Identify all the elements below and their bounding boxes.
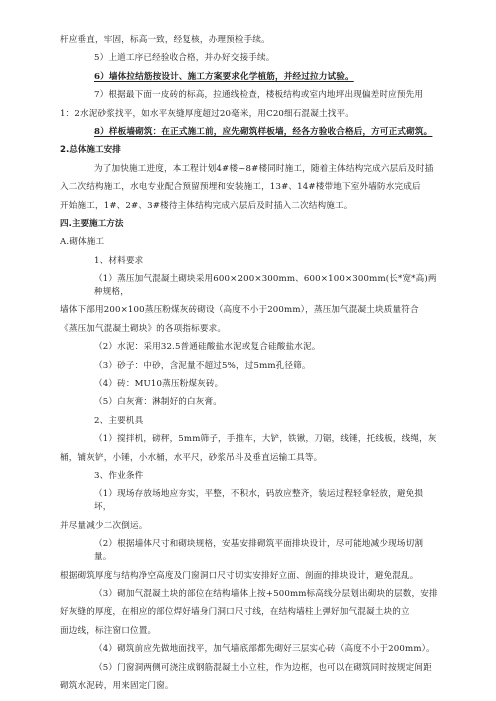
body-text-line: 砌筑水泥砖，用来固定门窗。 [60, 680, 174, 691]
body-text-line: （2）水泥：采用32.5普通硅酸盐水泥或复合硅酸盐水泥。 [94, 342, 321, 353]
body-text-line: 1：2水泥砂浆找平，如水平灰缝厚度超过20毫米，用C20细石混凝土找平。 [60, 108, 355, 119]
body-text-line: （5）白灰膏：淋制好的白灰膏。 [94, 397, 223, 408]
body-text-line: （2）根据墙体尺寸和砌块规格，安基安排砌筑平面排块设计，尽可能地减少现场切割量。 [94, 539, 424, 563]
section-heading: 2.总体施工安排 [60, 145, 121, 156]
body-text-line: （4）砖：MU10蒸压粉煤灰砖。 [94, 379, 224, 390]
body-text-line: （3）砌加气混凝土块的部位在结构墙体上按+500mm标高线分层划出砌块的层数，安排 [94, 588, 438, 599]
body-text-line: （4）砌筑前应先做地面找平，加气墙底部都先砌好三层实心砖（高度不小于200mm）。 [94, 644, 435, 655]
body-text-line: （3）砂子：中砂，含泥量不超过5%，过5mm孔径筛。 [94, 360, 311, 371]
body-text-line: 开始施工，1#、2#、3#楼待主体结构完成六层后及时插入二次结构施工。 [60, 200, 353, 211]
emphasized-requirement: 6）墙体拉结筋按设计、施工方案要求化学植筋，并经过拉力试验。 [94, 71, 354, 82]
body-text-line: （5）门窗洞两侧可浇注成钢筋混凝土小立柱，作为边框，也可以在砌筑同时按规定间距 [94, 662, 432, 673]
body-text-line: 并尽量减少二次倒运。 [60, 520, 148, 531]
body-text-line: 面边线，标注窗口位置。 [60, 625, 157, 636]
item-heading: 3、作业条件 [94, 470, 144, 481]
emphasized-requirement: 8）样板墙砌筑：在正式施工前，应先砌筑样板墙，经各方验收合格后，方可正式砌筑。 [94, 126, 433, 137]
section-heading: 四.主要施工方法 [60, 218, 124, 229]
body-text-line: （1）搅拌机，磅秤，5mm筛子，手推车，大铲，铁锹，刀锯，线锤，托线板，线绳，灰 [94, 434, 437, 445]
body-text-line: 墙体下部用200×100蒸压粉煤灰砖砌设（高度不小于200mm），蒸压加气混凝土块质量符合 [60, 305, 419, 316]
body-text-line: 5）上道工序已经验收合格，并办好交接手续。 [94, 53, 275, 64]
subsection-heading: A.砌体施工 [60, 237, 105, 248]
body-text-line: 好灰缝的厚度，在相应的部位焊好墙身门洞口尺寸线，在结构墙柱上弹好加气混凝土块的立 [60, 607, 410, 618]
body-text-line: 《蒸压加气混凝土砌块》的各项指标要求。 [60, 323, 227, 334]
body-text-line: 为了加快施工进度，本工程计划4#楼~8#楼同时施工，随着主体结构完成六层后及时插 [94, 163, 434, 174]
item-heading: 2、主要机具 [94, 415, 144, 426]
body-text-line: （1）现场存放场地应夯实，平整，不积水，码放应整齐，装运过程轻拿轻放，避免损坏， [94, 489, 424, 513]
item-heading: 1、材料要求 [94, 255, 144, 266]
body-text-line: 7）根据最下面一皮砖的标高，拉通线检查，楼板结构或室内地坪出现偏差时应预先用 [94, 90, 424, 101]
body-text-line: 根据砌筑厚度与结构净空高度及门窗洞口尺寸切实安排好立面、剖面的排块设计，避免混乱。 [60, 570, 419, 581]
body-text-line: （1）蒸压加气混凝土砌块采用600×200×300mm、600×100×300mm(长*宽*高)两种规格， [94, 274, 437, 298]
body-text-line: 入二次结构施工，水电专业配合预留预埋和安装施工，13#、14#楼带地下室外墙防水完成后 [60, 182, 421, 193]
body-text-line: 桶，铺灰铲，小锤，小水桶，水平尺，砂浆吊斗及垂直运输工具等。 [60, 452, 323, 463]
body-text-line: 杆应垂直，牢固，标高一致，经复核，办理预检手续。 [60, 35, 270, 45]
